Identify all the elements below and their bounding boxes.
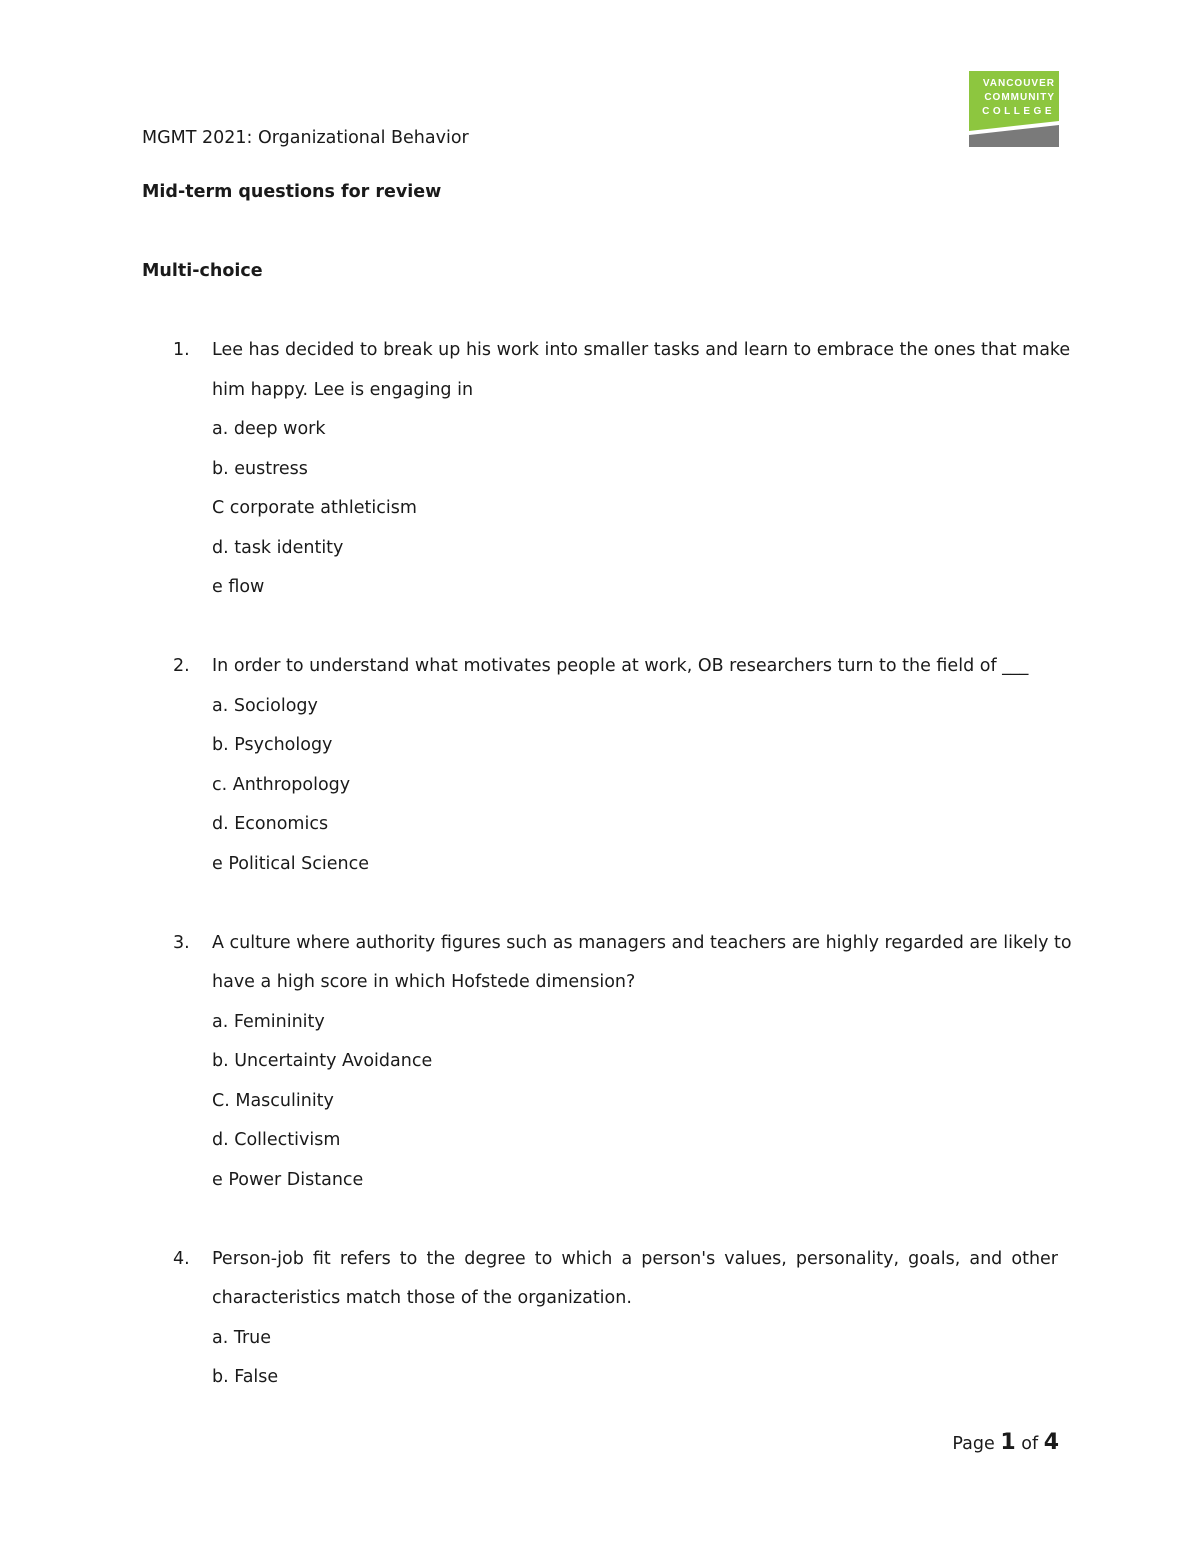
question-3-option-e: e Power Distance	[212, 1170, 364, 1190]
logo-line-2: COMMUNITY	[984, 92, 1055, 103]
question-1-option-a: a. deep work	[212, 419, 326, 439]
document-subtitle: Mid-term questions for review	[142, 182, 442, 202]
question-1-option-c: C corporate athleticism	[212, 498, 417, 518]
question-3-text-line-1: A culture where authority figures such as managers and teachers are highly regarded are likely to	[212, 933, 1072, 953]
question-4-text-line-2: characteristics match those of the organization.	[212, 1288, 632, 1308]
question-3-option-d: d. Collectivism	[212, 1130, 341, 1150]
question-3-text-line-2: have a high score in which Hofstede dimension?	[212, 972, 636, 992]
vcc-logo	[969, 71, 1059, 147]
question-2-option-c: c. Anthropology	[212, 775, 351, 795]
question-4-option-a: a. True	[212, 1328, 272, 1348]
page-of-label: of	[1021, 1434, 1039, 1454]
logo-line-3: COLLEGE	[982, 106, 1055, 117]
question-3-option-a: a. Femininity	[212, 1012, 325, 1032]
question-4-text-line-1: Person-job fit refers to the degree to which a person's values, personality, goals, and other	[212, 1249, 1058, 1269]
course-title: MGMT 2021: Organizational Behavior	[142, 128, 469, 148]
question-2-option-d: d. Economics	[212, 814, 329, 834]
question-4-option-b: b. False	[212, 1367, 279, 1387]
question-1-text-line-1: Lee has decided to break up his work into smaller tasks and learn to embrace the ones that make	[212, 340, 1071, 360]
question-1-number: 1.	[173, 340, 190, 360]
current-page-number: 1	[1000, 1430, 1016, 1455]
section-heading: Multi-choice	[142, 261, 263, 281]
question-3-option-b: b. Uncertainty Avoidance	[212, 1051, 433, 1071]
question-2-option-e: e Political Science	[212, 854, 370, 874]
question-1-text-line-2: him happy. Lee is engaging in	[212, 380, 474, 400]
question-1-option-e: e flow	[212, 577, 265, 597]
question-3-number: 3.	[173, 933, 190, 953]
question-1-option-d: d. task identity	[212, 538, 344, 558]
page-footer	[952, 1430, 1059, 1455]
page-label: Page	[952, 1434, 995, 1454]
question-2-number: 2.	[173, 656, 190, 676]
question-4-number: 4.	[173, 1249, 190, 1269]
question-2-option-a: a. Sociology	[212, 696, 318, 716]
total-pages-number: 4	[1043, 1430, 1059, 1455]
question-2-text-line-1: In order to understand what motivates people at work, OB researchers turn to the field of ___	[212, 656, 1029, 676]
logo-line-1: VANCOUVER	[982, 78, 1055, 89]
question-3-option-c: C. Masculinity	[212, 1091, 334, 1111]
question-2-option-b: b. Psychology	[212, 735, 333, 755]
question-1-option-b: b. eustress	[212, 459, 308, 479]
